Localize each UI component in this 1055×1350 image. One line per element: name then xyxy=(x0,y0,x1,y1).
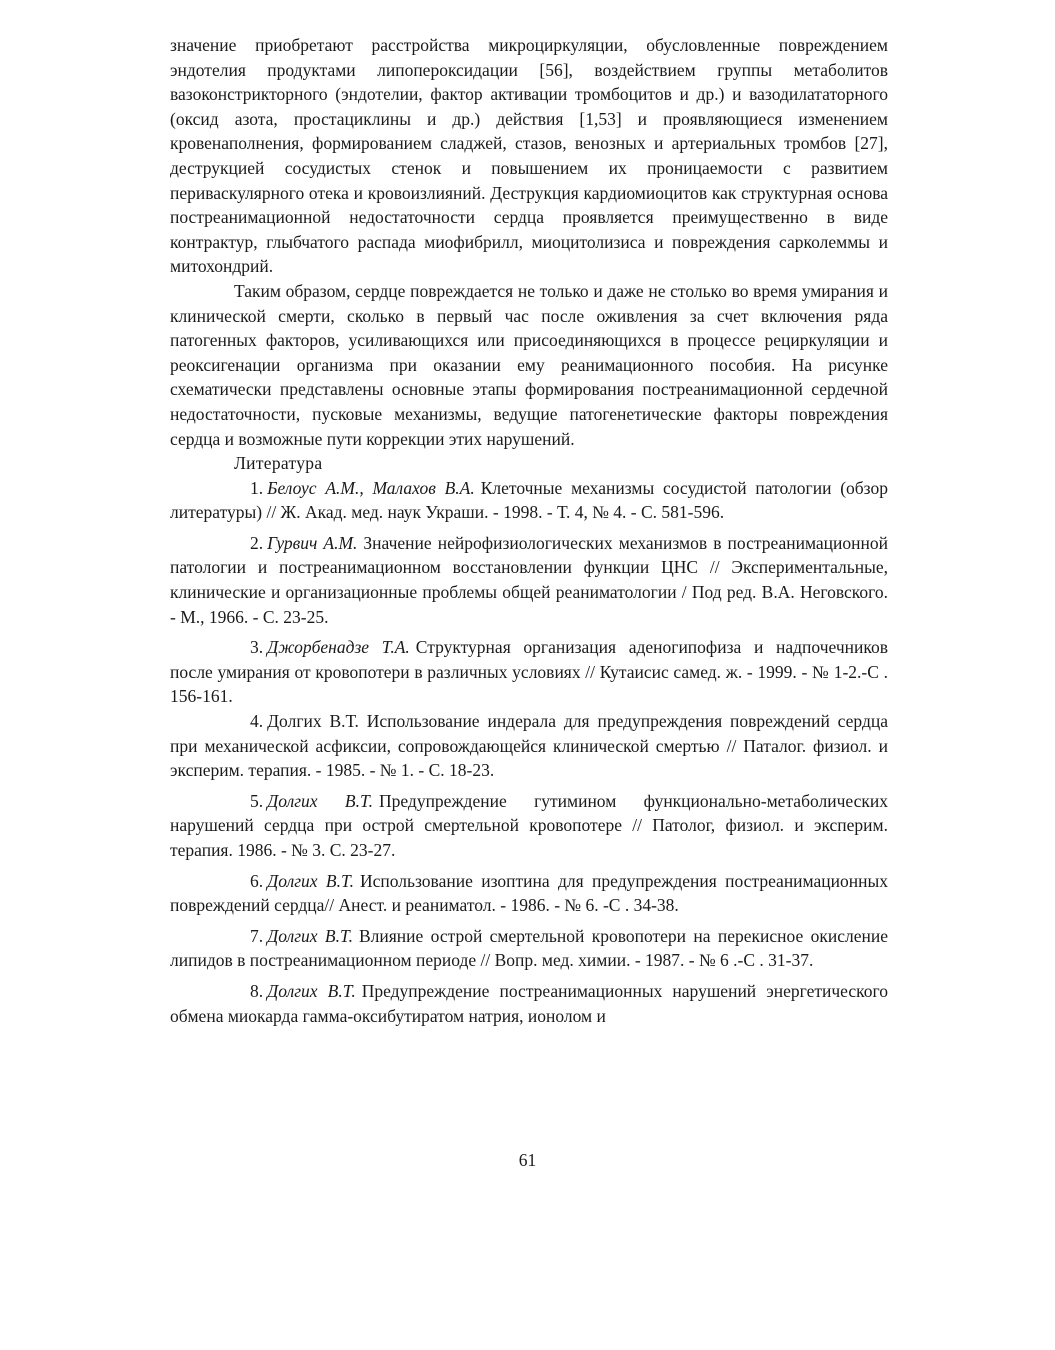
reference-authors: Долгих В.Т. xyxy=(267,925,353,946)
reference-item-5 xyxy=(170,789,888,863)
reference-number: 5. xyxy=(250,790,264,811)
body-paragraph-2: Таким образом, сердце повреждается не только и даже не столько во время умирания и клинической смерти, сколько в первый час после оживления за счет включения ряда патогенных факторов, усиливающихся или присоединяющихся в процессе рециркуляции и реоксигенации организма при оказании ему реанимационного пособия. На рисунке схематически представлены основные этапы формирования постреанимационной сердечной недостаточности, пусковые механизмы, ведущие патогенетические факторы повреждения сердца и возможные пути коррекции этих нарушений. xyxy=(170,280,888,449)
reference-number: 4. xyxy=(250,711,264,732)
reference-number: 1. xyxy=(250,477,264,498)
reference-item-8 xyxy=(170,979,888,1028)
reference-text: Значение нейрофизиологических механизмов в постреанимационной патологии и постреанимационном восстановлении функции ЦНС // Экспериментальные, клинические и организационные проблемы общей реаниматологии / Под ред. В.А. Неговского. - М., 1966. - С. 23-25. xyxy=(170,532,888,627)
reference-item-2 xyxy=(170,531,888,629)
reference-number: 7. xyxy=(250,925,264,946)
reference-authors: Долгих В.Т. xyxy=(267,790,373,811)
reference-number: 2. xyxy=(250,532,264,553)
page-text-block xyxy=(170,33,888,1028)
reference-text: Предупреждение постреанимационных нарушений энергетического обмена миокарда гамма-оксибутиратом натрия, ионолом и xyxy=(170,980,888,1026)
page-number: 61 xyxy=(518,1150,537,1170)
reference-text: Долгих В.Т. Использование индерала для предупреждения повреждений сердца при механической асфиксии, сопровождающейся клинической смертью // Паталог. физиол. и эксперим. терапия. - 1985. - № 1. - С. 18-23. xyxy=(170,711,888,781)
reference-number: 6. xyxy=(250,870,264,891)
reference-number: 8. xyxy=(250,980,264,1001)
reference-item-6 xyxy=(170,869,888,918)
reference-authors: Джорбенадзе Т.А. xyxy=(267,637,410,658)
reference-authors: Долгих В.Т. xyxy=(267,980,356,1001)
reference-item-3 xyxy=(170,635,888,709)
reference-text: Влияние острой смертельной кровопотери на перекисное окисление липидов в постреанимационном периоде // Вопр. мед. химии. - 1987. - № 6 .-С . 31-37. xyxy=(170,925,888,971)
reference-text: Использование изоптина для предупреждения постреанимационных повреждений сердца// Анест. и реаниматол. - 1986. - № 6. -С . 34-38. xyxy=(170,870,888,916)
reference-text: Клеточные механизмы сосудистой патологии (обзор литературы) // Ж. Акад. мед. наук Украши. - 1998. - Т. 4, № 4. - С. 581-596. xyxy=(170,477,888,523)
reference-authors: Белоус А.М., Малахов В.А. xyxy=(267,477,475,498)
reference-text: Предупреждение гутимином функционально-метаболических нарушений сердца при острой смертельной кровопотере // Патолог, физиол. и эксперим. терапия. 1986. - № 3. С. 23-27. xyxy=(170,790,888,860)
reference-authors: Долгих В.Т. xyxy=(267,870,354,891)
reference-item-1 xyxy=(170,476,888,525)
reference-number: 3. xyxy=(250,637,264,658)
references-heading: Литература xyxy=(234,453,323,474)
reference-authors: Гурвич А.М. xyxy=(267,532,358,553)
reference-item-7 xyxy=(170,924,888,973)
body-paragraph-1: значение приобретают расстройства микроциркуляции, обусловленные повреждением эндотелия продуктами липопероксидации [56], воздействием группы метаболитов вазоконстрикторного (эндотелии, фактор активации тромбоцитов и др.) и вазодилататорного (оксид азота, простациклины и др.) действия [1,53] и проявляющиеся изменением кровенаполнения, формированием сладжей, стазов, венозных и артериальных тромбов [27], деструкцией сосудистых стенок и повышением их проницаемости с развитием периваскулярного отека и кровоизлияний. Деструкция кардиомиоцитов как структурная основа постреанимационной недостаточности сердца проявляется преимущественно в виде контрактур, глыбчатого распада миофибрилл, миоцитолизиса и повреждения сарколеммы и митохондрий. xyxy=(170,35,888,277)
reference-item-4 xyxy=(170,709,888,783)
reference-text: Структурная организация аденогипофиза и надпочечников после умирания от кровопотери в различных условиях // Кутаисис самед. ж. - 1999. - № 1-2.-С . 156-161. xyxy=(170,637,889,707)
